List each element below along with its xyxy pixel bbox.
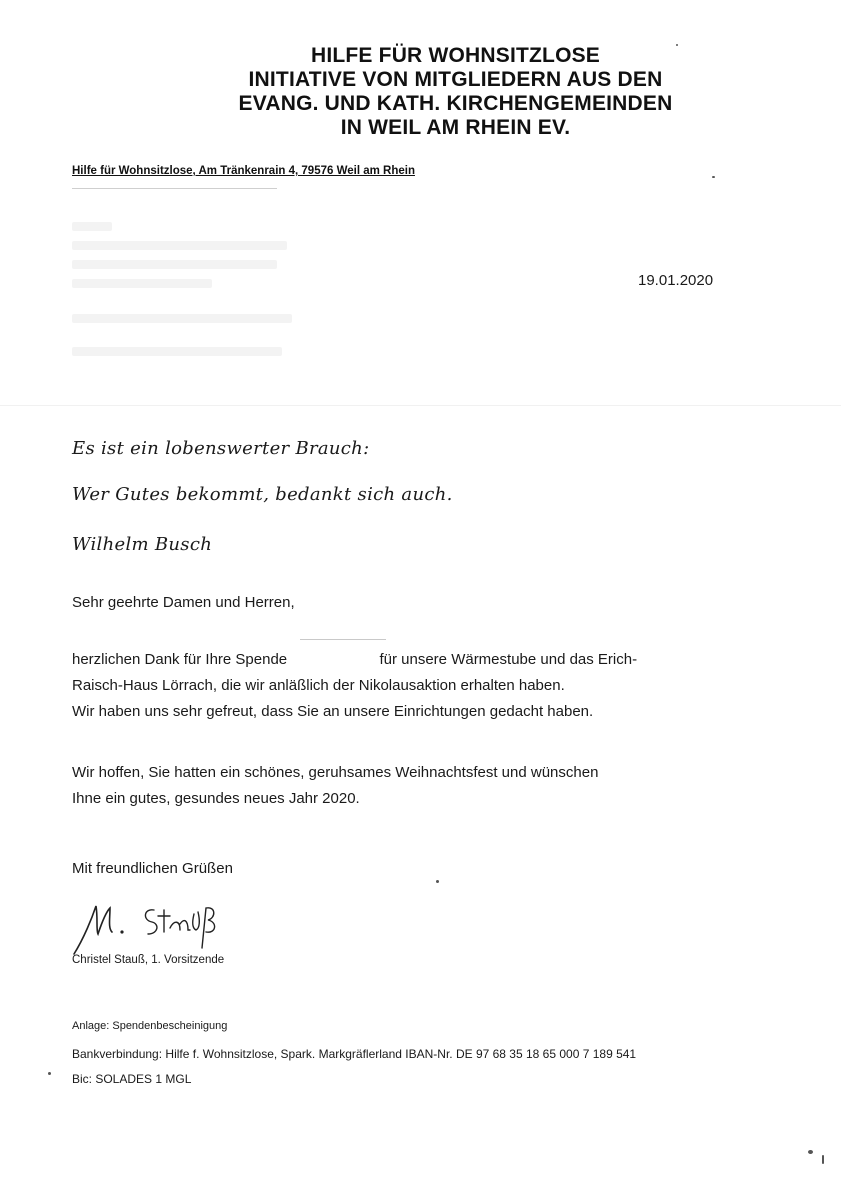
sender-address-line: Hilfe für Wohnsitzlose, Am Tränkenrain 4, 79576 Weil am Rhein xyxy=(72,165,415,177)
scan-speck xyxy=(808,1150,813,1154)
wishes-line-2: Ihne ein gutes, gesundes neues Jahr 2020. xyxy=(72,790,360,807)
fold-line xyxy=(0,405,841,406)
thanks-line-3: Wir haben uns sehr gefreut, dass Sie an unsere Einrichtungen gedacht haben. xyxy=(72,703,594,720)
quote-line-2: Wer Gutes bekommt, bedankt sich auch. xyxy=(72,484,453,505)
wishes-line-1: Wir hoffen, Sie hatten ein schönes, geruhsames Weihnachtsfest und wünschen xyxy=(72,764,599,781)
thanks-line-2: Raisch-Haus Lörrach, die wir anläßlich der Nikolausaktion erhalten haben. xyxy=(72,677,565,694)
scan-speck xyxy=(676,44,678,46)
quote-author: Wilhelm Busch xyxy=(72,534,213,555)
letterhead-line-1: HILFE FÜR WOHNSITZLOSE xyxy=(310,44,601,67)
scan-speck xyxy=(436,880,439,883)
thanks-text-end: für unsere Wärmestube und das Erich- xyxy=(379,651,638,668)
bic-code: Bic: SOLADES 1 MGL xyxy=(72,1072,192,1086)
thanks-text-start: herzlichen Dank für Ihre Spende xyxy=(72,651,288,668)
letterhead xyxy=(0,44,841,140)
recipient-address-redacted xyxy=(72,222,292,366)
letterhead-line-2: INITIATIVE VON MITGLIEDERN AUS DEN xyxy=(248,68,663,91)
signer-name: Christel Stauß, 1. Vorsitzende xyxy=(72,954,225,966)
amount-underline xyxy=(300,639,386,640)
attachment-note: Anlage: Spendenbescheinigung xyxy=(72,1020,228,1032)
paragraph-thanks xyxy=(72,647,772,725)
scan-speck xyxy=(822,1155,824,1164)
handwritten-signature xyxy=(66,888,226,958)
quote-line-1: Es ist ein lobenswerter Brauch: xyxy=(72,438,370,459)
letterhead-line-4: IN WEIL AM RHEIN EV. xyxy=(340,116,571,139)
paragraph-wishes xyxy=(72,760,772,812)
scan-speck xyxy=(712,176,715,178)
letter-date: 19.01.2020 xyxy=(638,272,714,289)
letterhead-line-3: EVANG. UND KATH. KIRCHENGEMEINDEN xyxy=(238,92,673,115)
donation-amount-redacted xyxy=(291,650,375,664)
bank-details: Bankverbindung: Hilfe f. Wohnsitzlose, Spark. Markgräflerland IBAN-Nr. DE 97 68 35 18 65 000 7 189 541 xyxy=(72,1047,637,1061)
scan-speck xyxy=(48,1072,51,1075)
closing: Mit freundlichen Grüßen xyxy=(72,860,233,877)
sender-divider xyxy=(72,188,277,189)
salutation: Sehr geehrte Damen und Herren, xyxy=(72,594,295,611)
